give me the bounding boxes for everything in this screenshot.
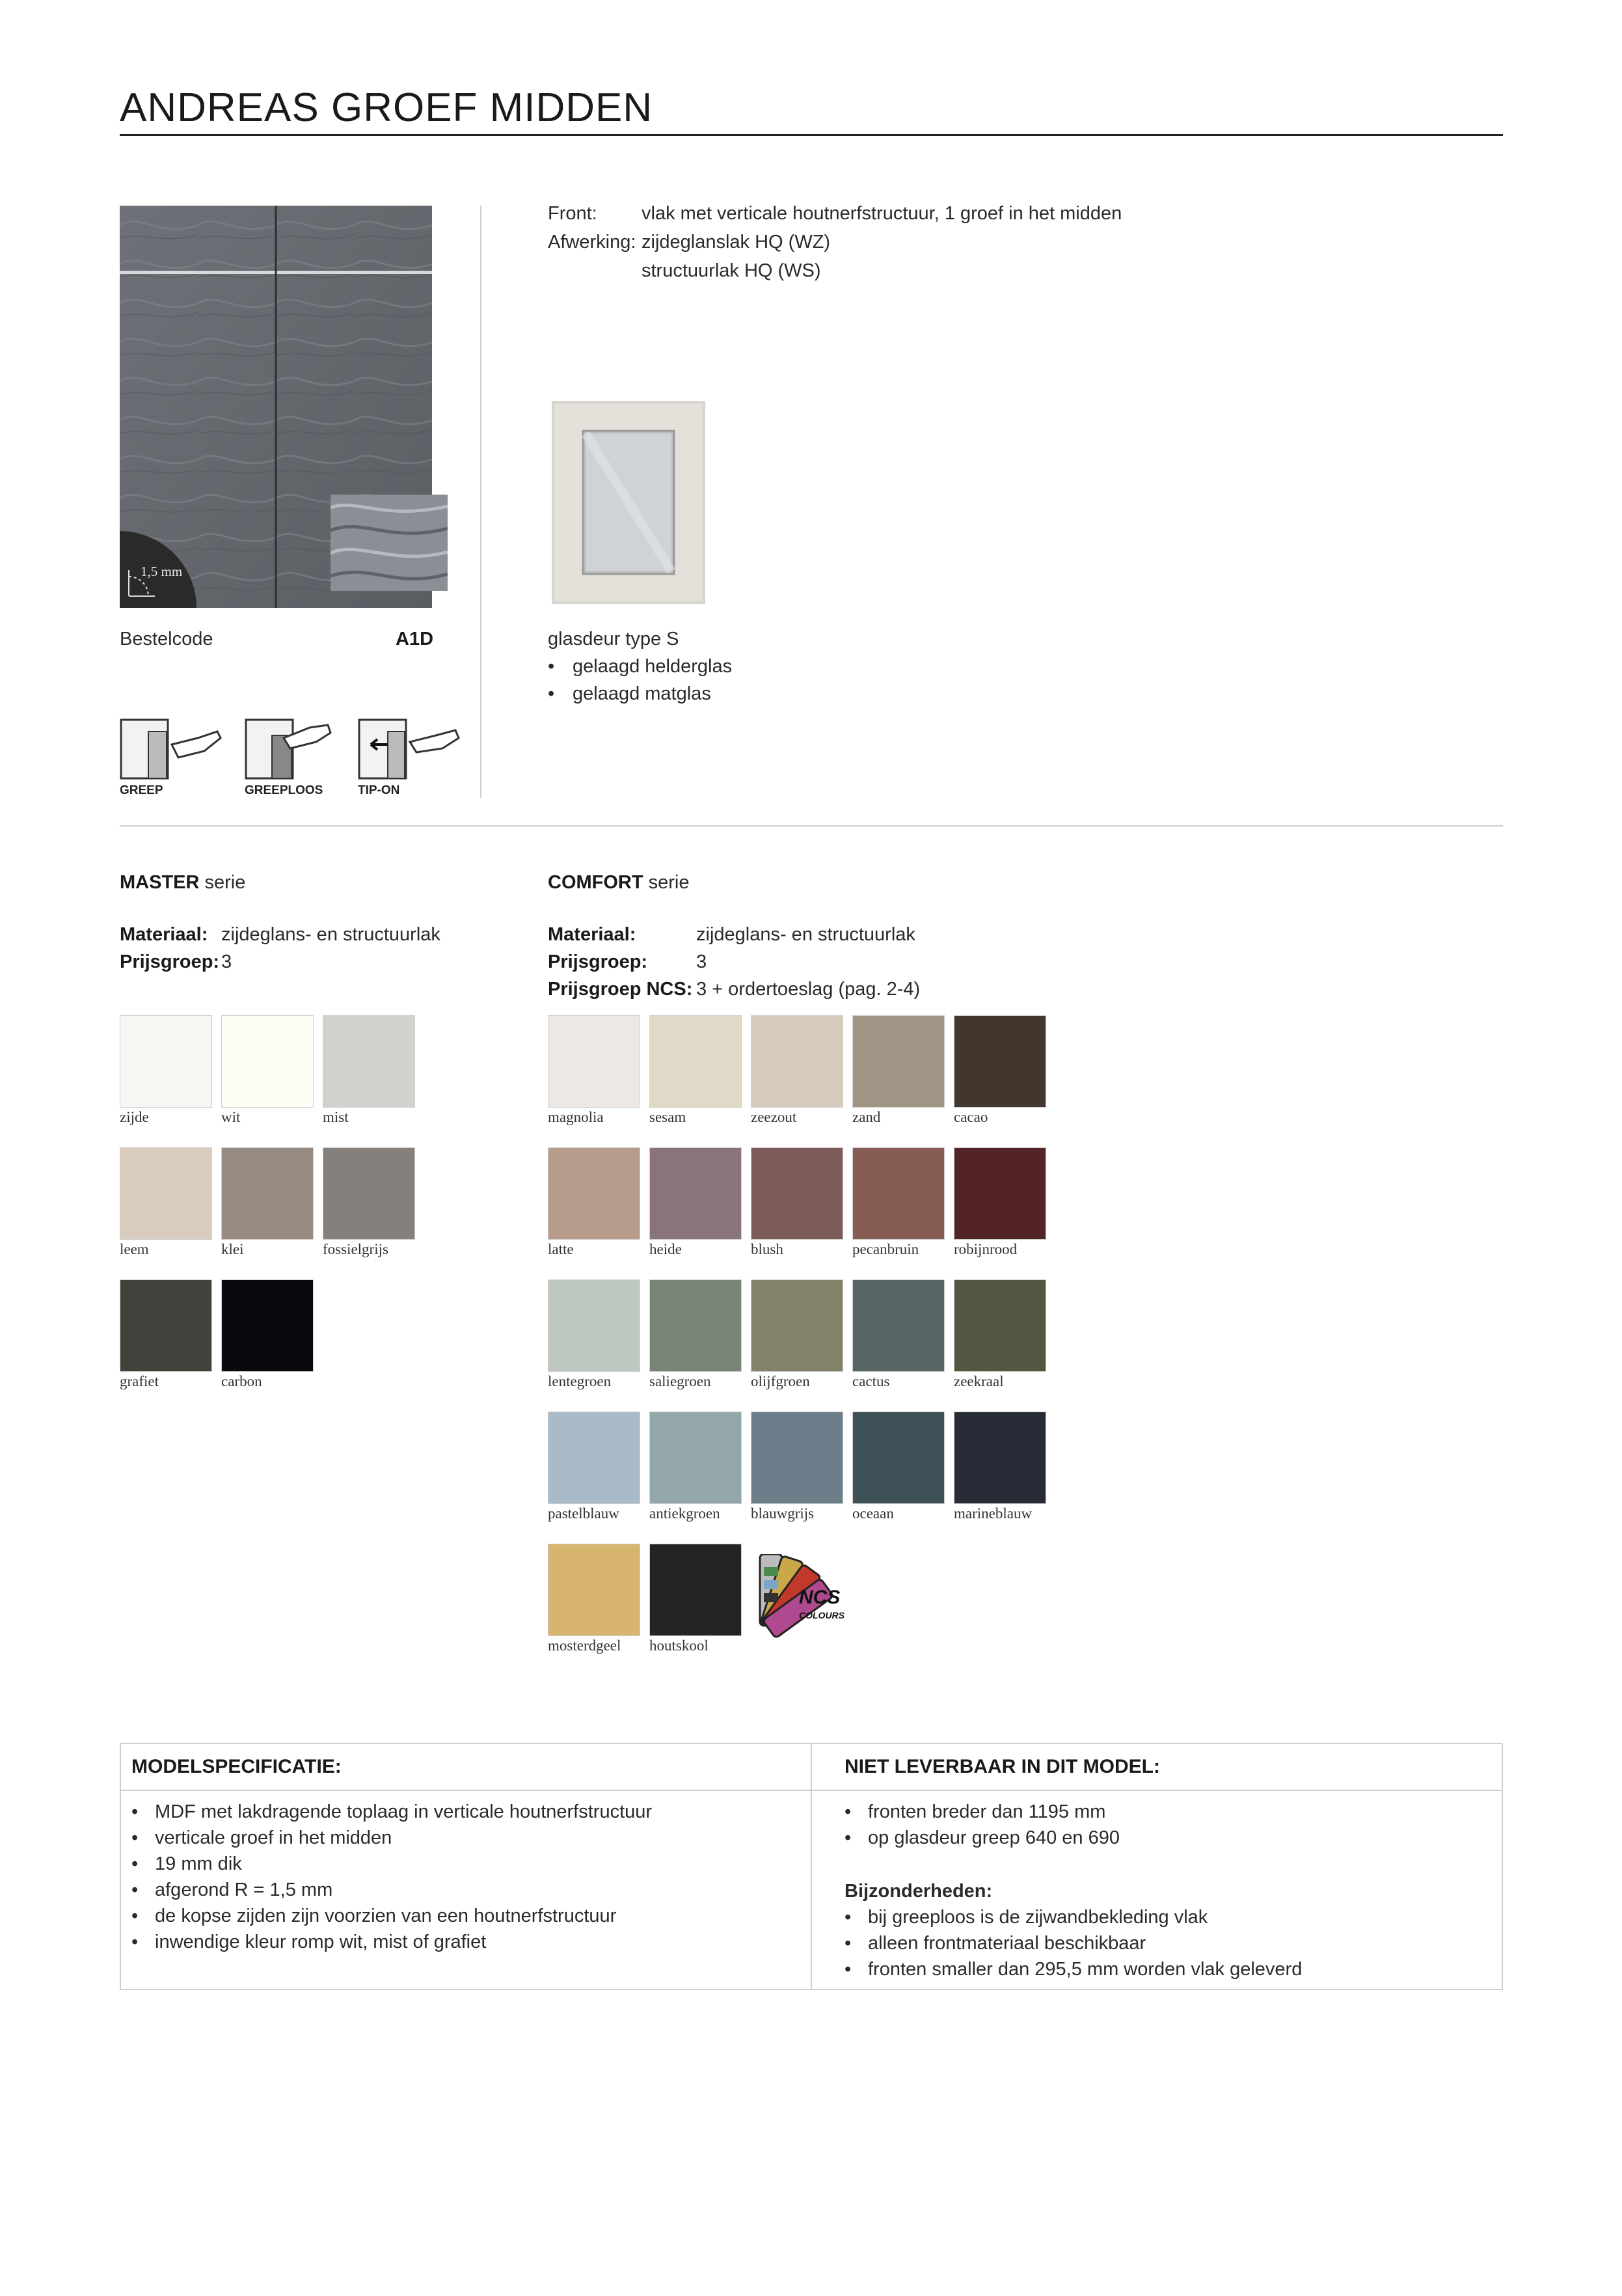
comfort-series-suffix: serie [643,872,690,893]
color-swatch[interactable] [221,1279,314,1372]
table-column-rule [811,1744,812,1989]
glass-item-text: gelaagd matglas [573,683,711,704]
color-swatch[interactable] [323,1015,415,1108]
color-swatch[interactable] [649,1544,742,1636]
color-swatch-label: mist [323,1109,349,1125]
model-spec-header: MODELSPECIFICATIE: [131,1756,342,1777]
texture-illustration [331,495,448,591]
list-item-text: alleen frontmateriaal beschikbaar [868,1933,1146,1954]
list-item [131,1906,616,1927]
master-price-value: 3 [221,951,232,972]
color-swatch-label: antiekgroen [649,1505,720,1522]
master-material-value: zijdeglans- en structuurlak [221,924,440,945]
vertical-divider [480,206,481,798]
color-swatch[interactable] [954,1279,1046,1372]
color-swatch[interactable] [751,1279,843,1372]
color-swatch-label: klei [221,1241,244,1257]
master-price-label: Prijsgroep: [120,951,220,972]
glass-door-image [552,401,705,604]
color-swatch-label: marineblauw [954,1505,1033,1522]
color-swatch[interactable] [548,1279,640,1372]
comfort-material-label: Materiaal: [548,924,636,945]
list-item-text: inwendige kleur romp wit, mist of grafiet [155,1932,487,1952]
list-item-text: fronten smaller dan 295,5 mm worden vlak geleverd [868,1959,1303,1980]
list-item-text: op glasdeur greep 640 en 690 [868,1827,1120,1848]
order-code-label: Bestelcode [120,629,213,649]
glass-item-text: gelaagd helderglas [573,656,733,677]
color-swatch-label: robijnrood [954,1241,1018,1257]
list-item-text: fronten breder dan 1195 mm [868,1801,1106,1822]
front-value: vlak met verticale houtnerfstructuur, 1 groef in het midden [642,203,1122,224]
comfort-price-value: 3 [696,951,707,972]
comfort-ncs-label: Prijsgroep NCS: [548,979,693,1000]
color-swatch[interactable] [751,1147,843,1240]
color-swatch-label: pecanbruin [852,1241,919,1257]
comfort-material-value: zijdeglans- en structuurlak [696,924,915,945]
color-swatch[interactable] [120,1015,212,1108]
color-swatch-label: heide [649,1241,682,1257]
color-swatch[interactable] [323,1147,415,1240]
color-swatch-label: zijde [120,1109,149,1125]
glass-item: • gelaagd helderglas [548,656,733,677]
color-swatch-label: wit [221,1109,241,1125]
color-swatch-label: zeekraal [954,1373,1004,1389]
title-rule [120,134,1503,136]
bullet: • [131,1801,139,1822]
texture-sample [331,495,448,591]
handleless-icon [245,718,349,781]
finish-value-1: zijdeglanslak HQ (WZ) [642,232,831,253]
color-swatch[interactable] [120,1147,212,1240]
color-swatch-label: oceaan [852,1505,894,1522]
color-swatch-label: lentegroen [548,1373,612,1389]
color-swatch-label: grafiet [120,1373,159,1389]
list-item [131,1853,242,1875]
color-swatch-label: blush [751,1241,783,1257]
list-item-text: de kopse zijden zijn voorzien van een houtnerfstructuur [155,1906,617,1926]
glass-item: • gelaagd matglas [548,683,711,704]
glass-door-title: glasdeur type S [548,629,679,649]
master-series-suffix: serie [199,872,246,893]
finish-label: Afwerking: [548,232,636,253]
color-swatch[interactable] [852,1279,945,1372]
color-swatch[interactable] [548,1412,640,1504]
list-item-text: bij greeploos is de zijwandbekleding vlak [868,1907,1208,1928]
list-item [131,1827,392,1849]
color-swatch-label: olijfgroen [751,1373,810,1389]
color-swatch[interactable] [548,1544,640,1636]
bullet: • [131,1932,139,1952]
bullet: • [131,1879,139,1900]
bullet: • [845,1959,852,1980]
color-swatch[interactable] [852,1015,945,1108]
bullet: • [131,1853,139,1874]
color-swatch[interactable] [852,1412,945,1504]
list-item-text: afgerond R = 1,5 mm [155,1879,333,1900]
bullet: • [131,1906,139,1926]
list-item [131,1801,652,1823]
list-item [131,1932,486,1953]
bullet: • [845,1801,852,1822]
color-swatch-label: sesam [649,1109,686,1125]
color-swatch[interactable] [221,1015,314,1108]
section-divider [120,825,1503,827]
list-item-text: verticale groef in het midden [155,1827,392,1848]
color-swatch[interactable] [548,1015,640,1108]
handle-grip-label: GREEP [120,784,163,797]
color-swatch-label: zand [852,1109,881,1125]
color-swatch[interactable] [852,1147,945,1240]
list-item-text: 19 mm dik [155,1853,242,1874]
list-item [845,1933,1146,1954]
color-swatch[interactable] [954,1015,1046,1108]
color-swatch-label: houtskool [649,1637,709,1654]
color-swatch-label: mosterdgeel [548,1637,621,1654]
ncs-logo-subtext: COLOURS [799,1610,845,1620]
color-swatch-label: magnolia [548,1109,604,1125]
color-swatch[interactable] [649,1412,742,1504]
handle-grip-icon [120,718,224,781]
bullet: • [845,1827,852,1848]
bullet: • [131,1827,139,1848]
list-item [845,1827,1120,1849]
list-item-text: MDF met lakdragende toplaag in verticale houtnerfstructuur [155,1801,653,1822]
comfort-price-label: Prijsgroep: [548,951,648,972]
color-swatch[interactable] [751,1015,843,1108]
list-item [845,1907,1208,1928]
color-swatch[interactable] [221,1147,314,1240]
comfort-ncs-value: 3 + ordertoeslag (pag. 2-4) [696,979,921,1000]
color-swatch[interactable] [548,1147,640,1240]
color-swatch[interactable] [649,1279,742,1372]
tip-on-icon [358,718,462,781]
color-swatch-label: fossielgrijs [323,1241,388,1257]
color-swatch[interactable] [649,1015,742,1108]
color-swatch[interactable] [954,1412,1046,1504]
ncs-logo-text: NCS [799,1587,841,1608]
special-title: Bijzonderheden: [845,1881,993,1902]
color-swatch-label: leem [120,1241,149,1257]
color-swatch-label: blauwgrijs [751,1505,815,1522]
order-code: A1D [396,629,434,649]
list-item [131,1879,332,1901]
ncs-colours-logo [753,1554,851,1639]
color-swatch[interactable] [649,1147,742,1240]
color-swatch[interactable] [751,1412,843,1504]
bullet: • [845,1907,852,1928]
color-swatch-label: pastelblauw [548,1505,619,1522]
color-swatch-label: carbon [221,1373,262,1389]
master-material-label: Materiaal: [120,924,208,945]
color-swatch-label: zeezout [751,1109,797,1125]
bullet: • [845,1933,852,1954]
color-swatch-label: cacao [954,1109,988,1125]
comfort-series-title [548,872,690,894]
color-swatch[interactable] [954,1147,1046,1240]
finish-value-2: structuurlak HQ (WS) [642,260,821,281]
master-series-title [120,872,245,894]
color-swatch-label: cactus [852,1373,890,1389]
radius-label: 1,5 mm [141,564,183,579]
color-swatch[interactable] [120,1279,212,1372]
comfort-series-name: COMFORT [548,872,643,893]
specification-table [120,1743,1503,1990]
color-swatch-label: latte [548,1241,574,1257]
list-item [845,1801,1105,1823]
not-available-header: NIET LEVERBAAR IN DIT MODEL: [845,1756,1160,1777]
page-title: ANDREAS GROEF MIDDEN [120,85,653,130]
tip-on-label: TIP-ON [358,784,400,797]
front-label: Front: [548,203,597,224]
list-item [845,1959,1302,1980]
color-swatch-label: saliegroen [649,1373,711,1389]
handleless-label: GREEPLOOS [245,784,323,797]
master-series-name: MASTER [120,872,200,893]
